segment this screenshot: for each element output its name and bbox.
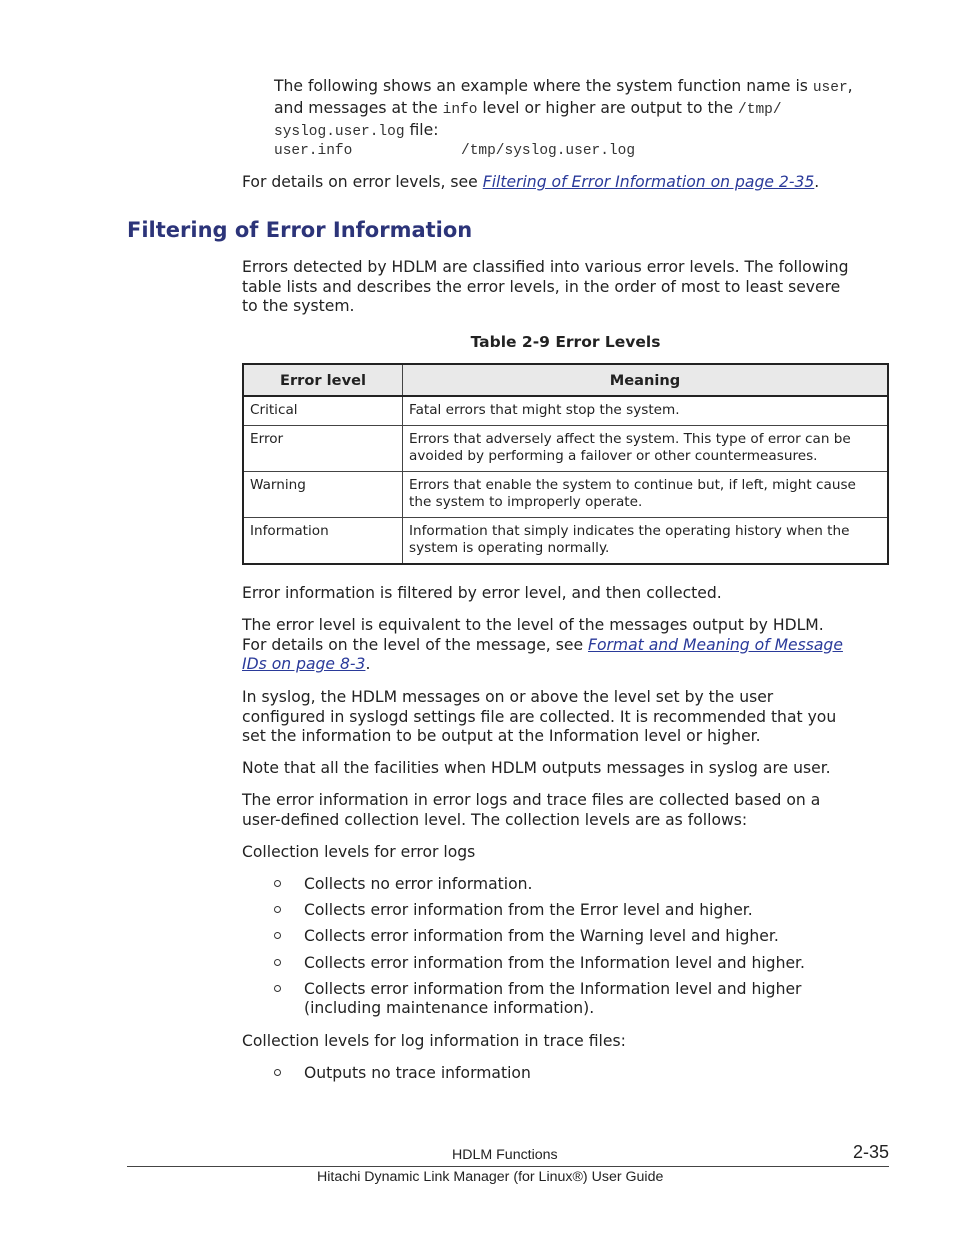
- text: configured in syslogd settings file are collected. It is recommended that you: [242, 707, 837, 726]
- link-message-ids-page[interactable]: IDs on page 8-3: [242, 655, 366, 674]
- text: The error information in error logs and trace files are collected based on a: [242, 791, 821, 809]
- text: .: [365, 655, 371, 674]
- text: Collects error information from the Error level and higher.: [304, 901, 753, 920]
- text: Collects error information from the Information level and higher: [304, 979, 802, 998]
- table-row: [243, 426, 888, 472]
- text: The error level is equivalent to the level of the messages output by HDLM.: [242, 616, 824, 634]
- bullet-icon: [274, 880, 281, 887]
- cell-meaning: [403, 472, 889, 518]
- text: Collects no error information.: [304, 875, 533, 893]
- text: set the information to be output at the Information level or higher.: [242, 727, 761, 746]
- text: Errors detected by HDLM are classified into various error levels. The following: [242, 258, 849, 276]
- text: to the system.: [242, 297, 355, 316]
- footer-divider: [127, 1166, 889, 1167]
- code-line-right: /tmp/syslog.user.log: [461, 143, 636, 159]
- bullet-icon: [274, 932, 281, 939]
- cell-level: Information: [243, 518, 403, 565]
- filter-paragraph: Error information is filtered by error level, and then collected.: [242, 584, 722, 602]
- cell-meaning: [403, 426, 889, 472]
- trace-levels-list: [274, 1064, 874, 1090]
- text: .: [814, 173, 820, 191]
- list-item: [274, 980, 874, 1019]
- table-caption: Table 2-9 Error Levels: [470, 333, 661, 351]
- text: For details on error levels, see: [242, 173, 483, 191]
- text: and messages at the: [274, 98, 443, 117]
- text: the system to improperly operate.: [409, 494, 643, 510]
- see-also-paragraph: [242, 173, 819, 193]
- error-logs-heading: Collection levels for error logs: [242, 843, 476, 861]
- text: For details on the level of the message, see: [242, 635, 588, 654]
- text: (including maintenance information).: [304, 999, 595, 1018]
- cell-level: Error: [243, 426, 403, 472]
- error-log-levels-list: [274, 875, 874, 1026]
- bullet-icon: [274, 959, 281, 966]
- text: avoided by performing a failover or other countermeasures.: [409, 448, 818, 464]
- cell-level: Critical: [243, 396, 403, 426]
- text: user-defined collection level. The collection levels are as follows:: [242, 810, 748, 829]
- list-item: [274, 875, 874, 895]
- text: Collects error information from the Information level and higher.: [304, 953, 805, 972]
- code-user: user: [812, 80, 848, 96]
- text: level or higher are output to the: [477, 98, 739, 117]
- error-levels-table: [242, 363, 889, 565]
- table-row: [243, 396, 888, 426]
- footer-chapter: HDLM Functions: [452, 1147, 558, 1163]
- collection-paragraph: [242, 791, 892, 830]
- cell-level: Warning: [243, 472, 403, 518]
- code-info: info: [442, 101, 478, 118]
- text: system is operating normally.: [409, 540, 610, 556]
- bullet-icon: [274, 1069, 281, 1076]
- cell-meaning: [403, 396, 889, 426]
- text: ,: [847, 77, 853, 95]
- bullet-icon: [274, 985, 281, 992]
- list-item: [274, 927, 874, 947]
- table-row: [243, 472, 888, 518]
- section-heading: Filtering of Error Information: [127, 218, 473, 242]
- text: In syslog, the HDLM messages on or above the level set by the user: [242, 688, 774, 706]
- text: Information that simply indicates the operating history when the: [409, 523, 850, 539]
- link-message-format[interactable]: Format and Meaning of Message: [588, 635, 843, 654]
- table-header-row: [243, 364, 888, 396]
- syslog-paragraph: [242, 688, 892, 747]
- list-item: [274, 954, 874, 974]
- text: Errors that adversely affect the system. This type of error can be: [409, 431, 851, 447]
- text: table lists and describes the error levels, in the order of most to least severe: [242, 277, 841, 296]
- bullet-icon: [274, 906, 281, 913]
- list-item: [274, 901, 874, 921]
- text: file:: [404, 121, 439, 140]
- column-header-meaning: Meaning: [403, 364, 889, 396]
- section-intro-paragraph: [242, 258, 892, 317]
- text: Collects error information from the Warning level and higher.: [304, 927, 779, 946]
- column-header-error-level: Error level: [243, 364, 403, 396]
- text: The following shows an example where the system function name is: [274, 77, 813, 95]
- text: Outputs no trace information: [304, 1064, 531, 1082]
- trace-heading: Collection levels for log information in trace files:: [242, 1032, 626, 1050]
- cell-meaning: [403, 518, 889, 565]
- text: Errors that enable the system to continue but, if left, might cause: [409, 477, 856, 493]
- code-syslog-file: syslog.user.log: [274, 124, 405, 141]
- code-tmp: /tmp/: [738, 101, 782, 118]
- table-row: [243, 518, 888, 565]
- example-paragraph: [274, 77, 894, 143]
- equivalence-paragraph: [242, 616, 892, 675]
- list-item: [274, 1064, 874, 1084]
- code-line-left: user.info: [274, 143, 353, 159]
- note-paragraph: Note that all the facilities when HDLM outputs messages in syslog are user.: [242, 759, 831, 777]
- text: Fatal errors that might stop the system.: [409, 402, 680, 418]
- footer-book-title: Hitachi Dynamic Link Manager (for Linux®) User Guide: [317, 1169, 664, 1185]
- footer-page-number: 2-35: [852, 1142, 889, 1162]
- link-filtering-error-info[interactable]: Filtering of Error Information on page 2-35: [482, 173, 815, 191]
